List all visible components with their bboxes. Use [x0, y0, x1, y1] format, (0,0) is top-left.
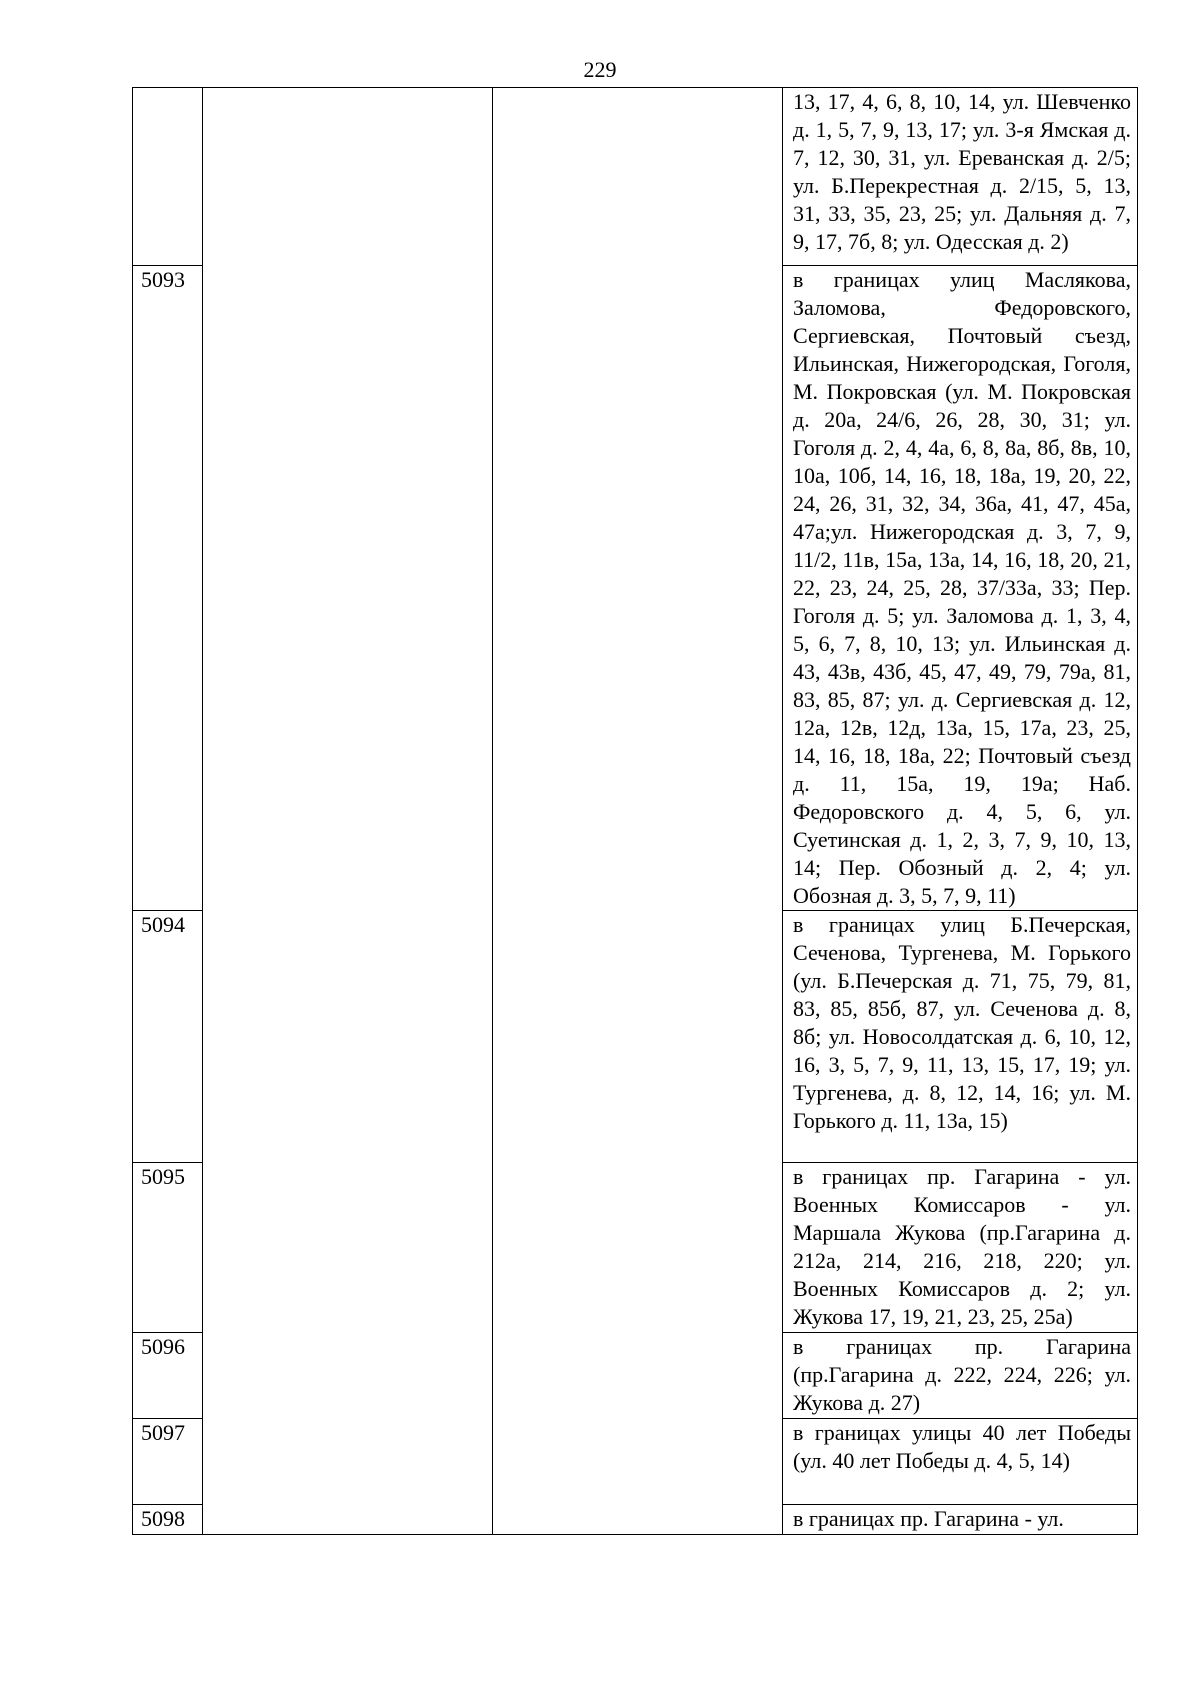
address-cell: [783, 911, 1138, 1163]
address-cell: [783, 1333, 1138, 1419]
address-cell: [783, 266, 1138, 911]
address-table: [132, 87, 1138, 1535]
page-number: 229: [583, 57, 617, 82]
row-id-cell: 5093: [133, 266, 203, 911]
address-text: в границах пр. Гагарина - ул. Военных Комиссаров - ул. Маршала Жукова (пр.Гагарина д. 212а, 214, 216, 218, 220; ул. Военных Комиссаров д. 2; ул. Жукова 17, 19, 21, 23, 25, 25а): [793, 1164, 1131, 1329]
address-table-frame: [132, 87, 1135, 1606]
row-id-cell: 5096: [133, 1333, 203, 1419]
row-id-cell: [133, 88, 203, 266]
address-text: 13, 17, 4, 6, 8, 10, 14, ул. Шевченко д. 1, 5, 7, 9, 13, 17; ул. 3-я Ямская д. 7, 12, 30, 31, ул. Ереванская д. 2/5; ул. Б.Перекрестная д. 2/15, 5, 13, 31, 33, 35, 23, 25; ул. Дальняя д. 7, 9, 17, 7б, 8; ул. Одесская д. 2): [793, 89, 1131, 254]
address-text: в границах пр. Гагарина - ул.: [793, 1506, 1064, 1531]
address-cell: [783, 1419, 1138, 1505]
address-text: в границах улицы 40 лет Победы (ул. 40 лет Победы д. 4, 5, 14): [793, 1420, 1131, 1473]
address-text: в границах улиц Б.Печерская, Сеченова, Тургенева, М. Горького (ул. Б.Печерская д. 71, 75, 79, 81, 83, 85, 85б, 87, ул. Сеченова д. 8, 8б; ул. Новосолдатская д. 6, 10, 12, 16, 3, 5, 7, 9, 11, 13, 15, 17, 19; ул. Тургенева, д. 8, 12, 14, 16; ул. М. Горького д. 11, 13а, 15): [793, 912, 1131, 1133]
row-id-cell: 5094: [133, 911, 203, 1163]
empty-cell: [203, 88, 493, 1535]
empty-cell: [493, 88, 783, 1535]
address-cell: [783, 1163, 1138, 1333]
address-text: в границах пр. Гагарина (пр.Гагарина д. 222, 224, 226; ул. Жукова д. 27): [793, 1334, 1131, 1415]
row-id-cell: 5097: [133, 1419, 203, 1505]
row-id-cell: 5095: [133, 1163, 203, 1333]
address-text: в границах улиц Маслякова, Заломова, Федоровского, Сергиевская, Почтовый съезд, Ильинская, Нижегородская, Гоголя, М. Покровская (ул. М. Покровская д. 20а, 24/6, 26, 28, 30, 31; ул. Гоголя д. 2, 4, 4а, 6, 8, 8а, 8б, 8в, 10, 10а, 10б, 14, 16, 18, 18а, 19, 20, 22, 24, 26, 31, 32, 34, 36а, 41, 47, 45а, 47а;ул. Нижегородская д. 3, 7, 9, 11/2, 11в, 15а, 13а, 14, 16, 18, 20, 21, 22, 23, 24, 25, 28, 37/33а, 33; Пер. Гоголя д. 5; ул. Заломова д. 1, 3, 4, 5, 6, 7, 8, 10, 13; ул. Ильинская д. 43, 43в, 43б, 45, 47, 49, 79, 79а, 81, 83, 85, 87; ул. д. Сергиевская д. 12, 12а, 12в, 12д, 13а, 15, 17а, 23, 25, 14, 16, 18, 18а, 22; Почтовый съезд д. 11, 15а, 19, 19а; Наб. Федоровского д. 4, 5, 6, ул. Суетинская д. 1, 2, 3, 7, 9, 10, 13, 14; Пер. Обозный д. 2, 4; ул. Обозная д. 3, 5, 7, 9, 11): [793, 267, 1131, 908]
address-cell: [783, 1505, 1138, 1535]
table-row: [133, 88, 1138, 266]
row-id-cell: 5098: [133, 1505, 203, 1535]
address-cell: [783, 88, 1138, 266]
